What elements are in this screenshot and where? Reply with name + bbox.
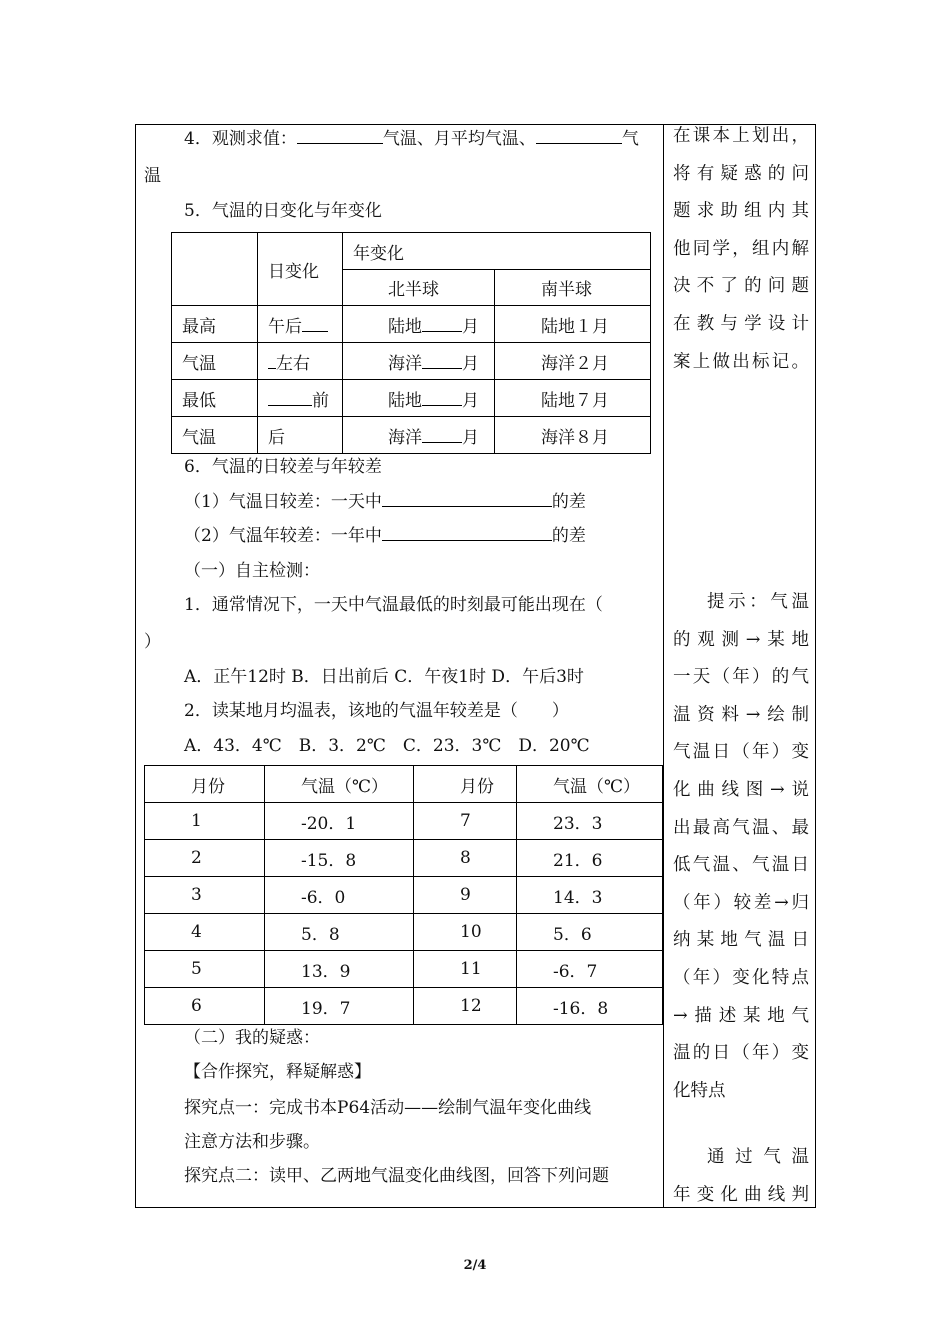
sidebar-bottom: 通过气温 年变化曲线判 [673, 1147, 809, 1205]
cell: 5．6 [517, 914, 663, 951]
cell: 7 [414, 803, 517, 840]
sidebar-instruction: 在课本上划出， 将有疑惑的问 题求助组内其 他同学，组内解 决不了的问题 在教与学设计 案上做出标记。 [673, 126, 809, 372]
page-number: 2/4 [463, 1258, 487, 1273]
south-min-sea: 海洋８月 [495, 417, 651, 454]
table-row [145, 877, 663, 914]
header-month-1: 月份 [145, 766, 265, 803]
cell: -6．7 [517, 951, 663, 988]
cell: 11 [414, 951, 517, 988]
header-month-2: 月份 [414, 766, 517, 803]
cell: 4 [145, 914, 265, 951]
south-max-land: 陆地１月 [495, 306, 651, 343]
section5-title: 5．气温的日变化与年变化 [184, 201, 382, 221]
sidebar-tip: 提示：气温 的观测→某地 一天（年）的气 温资料→绘制 气温日（年）变 化曲线图→说 出最高气温、最 低气温、气温日 （年）较差→归 纳某地气温日 （年）变化特点 →描述某地气 温的日（年）变 化特点 [673, 592, 809, 1101]
doubts-title: （二）我的疑惑： [184, 1028, 320, 1048]
table-row [145, 840, 663, 877]
temperature-change-table [171, 232, 651, 454]
north-max-sea: 海洋 月 [343, 343, 495, 380]
min-label-2: 气温 [172, 417, 258, 454]
question-2: 2．读某地月均温表，该地的气温年较差是（ ） [184, 701, 569, 721]
header-temp-2: 气温（℃） [517, 766, 663, 803]
cell: 23．3 [517, 803, 663, 840]
north-min-sea: 海洋 月 [343, 417, 495, 454]
max-label-2: 气温 [172, 343, 258, 380]
cell: 5 [145, 951, 265, 988]
south-max-sea: 海洋２月 [495, 343, 651, 380]
section4-wrap: 温 [144, 166, 161, 186]
cooperate-title: 【合作探究，释疑解惑】 [184, 1062, 371, 1082]
question-1-wrap: ） [144, 632, 161, 652]
max-day-cell-2: 左右 [258, 343, 343, 380]
north-header: 北半球 [343, 270, 495, 306]
cell: 10 [414, 914, 517, 951]
cell: 5．8 [265, 914, 414, 951]
min-label: 最低 [172, 380, 258, 417]
self-check-title: （一）自主检测： [184, 561, 320, 581]
section4-line: 4．观测求值： 气温、月平均气温、 气 [184, 129, 639, 149]
column-divider [663, 124, 664, 1208]
cell: 1 [145, 803, 265, 840]
cell: 21．6 [517, 840, 663, 877]
cell: 2 [145, 840, 265, 877]
min-day-cell: 前 [258, 380, 343, 417]
table-row [145, 914, 663, 951]
explore-point-2: 探究点二：读甲、乙两地气温变化曲线图，回答下列问题 [184, 1166, 609, 1186]
cell: 6 [145, 988, 265, 1025]
daily-range-line: （1）气温日较差：一天中 的差 [184, 492, 586, 512]
year-change-header: 年变化 [343, 233, 651, 270]
header-temp-1: 气温（℃） [265, 766, 414, 803]
south-min-land: 陆地７月 [495, 380, 651, 417]
cell: -6．0 [265, 877, 414, 914]
cell: -20．1 [265, 803, 414, 840]
table-row [145, 803, 663, 840]
question-1: 1．通常情况下，一天中气温最低的时刻最可能出现在（ [184, 595, 603, 615]
cell: 12 [414, 988, 517, 1025]
day-change-header: 日变化 [258, 233, 343, 306]
monthly-temperature-table [144, 765, 663, 1025]
table-row [145, 951, 663, 988]
question-2-options: A．43．4℃ B．3．2℃ C．23．3℃ D．20℃ [184, 736, 590, 756]
table-header-row [145, 766, 663, 803]
cell: -15．8 [265, 840, 414, 877]
cell: 9 [414, 877, 517, 914]
cell: 14．3 [517, 877, 663, 914]
cell: 13．9 [265, 951, 414, 988]
cell: -16．8 [517, 988, 663, 1025]
explore-point-1-wrap: 注意方法和步骤。 [184, 1132, 320, 1152]
annual-range-line: （2）气温年较差：一年中 的差 [184, 526, 586, 546]
explore-point-1: 探究点一：完成书本P64活动——绘制气温年变化曲线 [184, 1098, 592, 1118]
min-day-cell-2: 后 [258, 417, 343, 454]
max-label: 最高 [172, 306, 258, 343]
section6-title: 6．气温的日较差与年较差 [184, 457, 382, 477]
cell: 3 [145, 877, 265, 914]
cell: 8 [414, 840, 517, 877]
south-header: 南半球 [495, 270, 651, 306]
question-1-options: A．正午12时 B．日出前后 C．午夜1时 D．午后3时 [184, 667, 584, 687]
cell: 19．7 [265, 988, 414, 1025]
north-min-land: 陆地 月 [343, 380, 495, 417]
table-row [145, 988, 663, 1025]
max-day-cell: 午后 [258, 306, 343, 343]
north-max-land: 陆地 月 [343, 306, 495, 343]
